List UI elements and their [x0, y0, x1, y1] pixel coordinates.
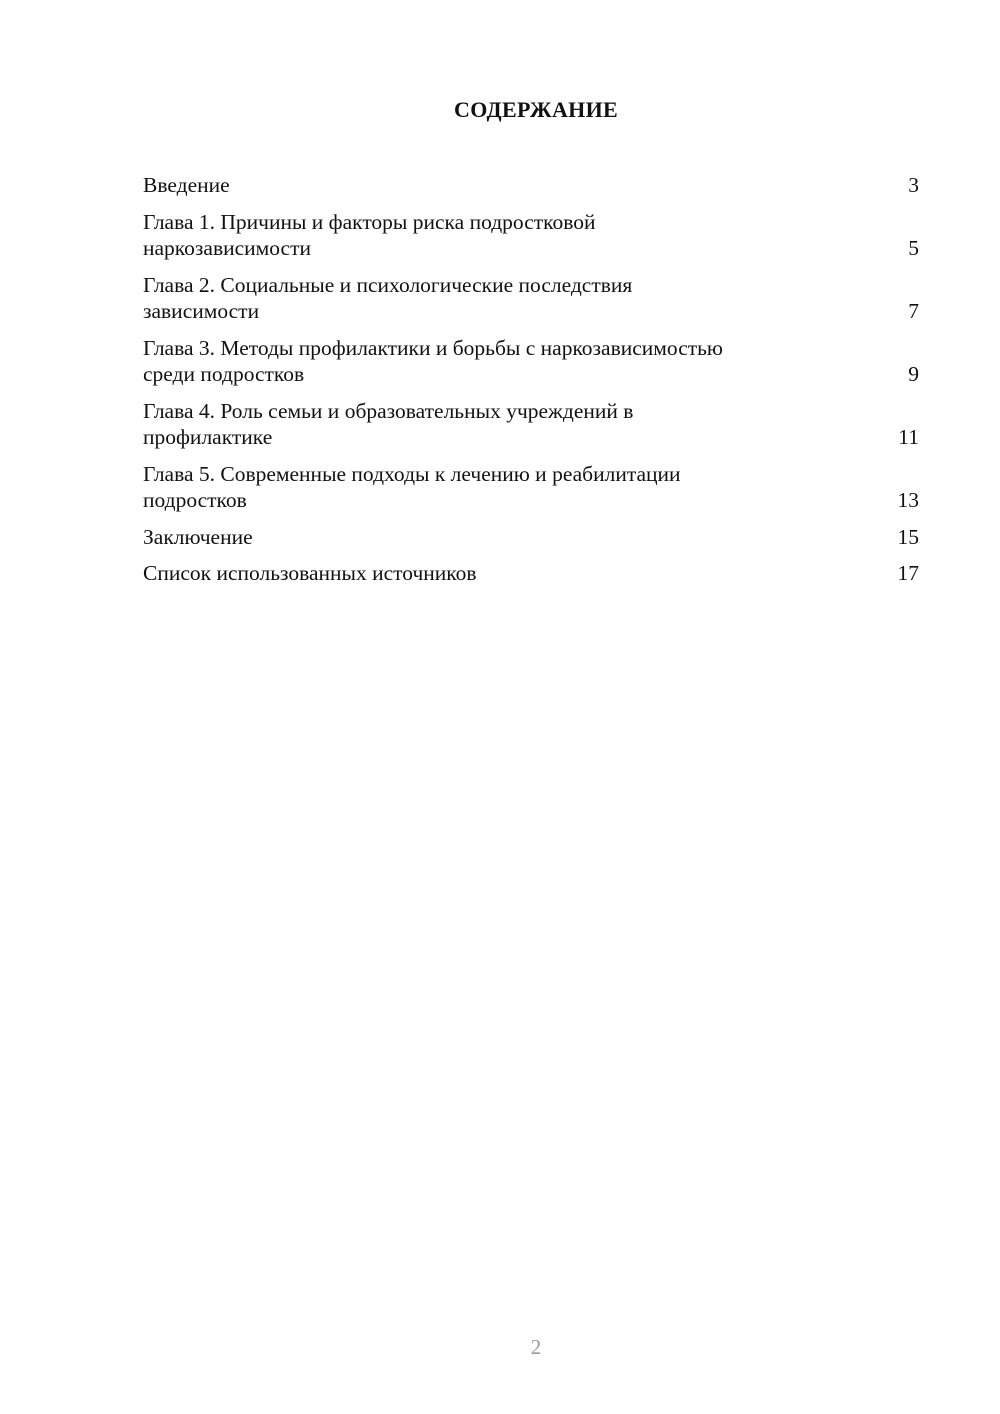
toc-entry-chapter-2[interactable]: [143, 272, 919, 325]
toc-entry-chapter-3[interactable]: [143, 335, 919, 388]
toc-page-number: 13: [897, 488, 919, 512]
toc-entry-chapter-5[interactable]: [143, 461, 919, 514]
toc-page-number: 7: [908, 299, 919, 323]
toc-entry-text: среди подростков: [143, 362, 305, 386]
toc-entry-text: Список использованных источников: [143, 561, 477, 585]
toc-entry-references[interactable]: [143, 560, 919, 587]
toc-page-number: 15: [897, 524, 919, 549]
page-number-footer: 2: [530, 1335, 542, 1359]
toc-page-number: 11: [898, 425, 919, 449]
toc-entry-text: профилактике: [143, 425, 273, 449]
page-title: СОДЕРЖАНИЕ: [454, 97, 618, 122]
toc-entry-text: наркозависимости: [143, 236, 311, 260]
toc-entry-text: Глава 4. Роль семьи и образовательных учреждений в: [143, 398, 634, 423]
toc-entry-introduction[interactable]: [143, 172, 919, 199]
toc-entry-conclusion[interactable]: [143, 524, 919, 551]
toc-page-number: 17: [897, 561, 919, 585]
toc-entry-text: Введение: [143, 173, 230, 197]
toc-entry-chapter-4[interactable]: [143, 398, 919, 451]
toc-entry-text: Заключение: [143, 524, 253, 549]
table-of-contents: [143, 172, 919, 597]
toc-entry-text: Глава 1. Причины и факторы риска подростковой: [143, 209, 596, 234]
toc-page-number: 5: [908, 236, 919, 260]
toc-entry-text: Глава 3. Методы профилактики и борьбы с наркозависимостью: [143, 335, 723, 360]
toc-entry-chapter-1[interactable]: [143, 209, 919, 262]
toc-page-number: 9: [908, 362, 919, 386]
toc-page-number: 3: [908, 173, 919, 197]
toc-entry-text: зависимости: [143, 299, 260, 323]
toc-entry-text: подростков: [143, 488, 247, 512]
toc-entry-text: Глава 2. Социальные и психологические последствия: [143, 272, 633, 297]
toc-entry-text: Глава 5. Современные подходы к лечению и реабилитации: [143, 461, 681, 486]
